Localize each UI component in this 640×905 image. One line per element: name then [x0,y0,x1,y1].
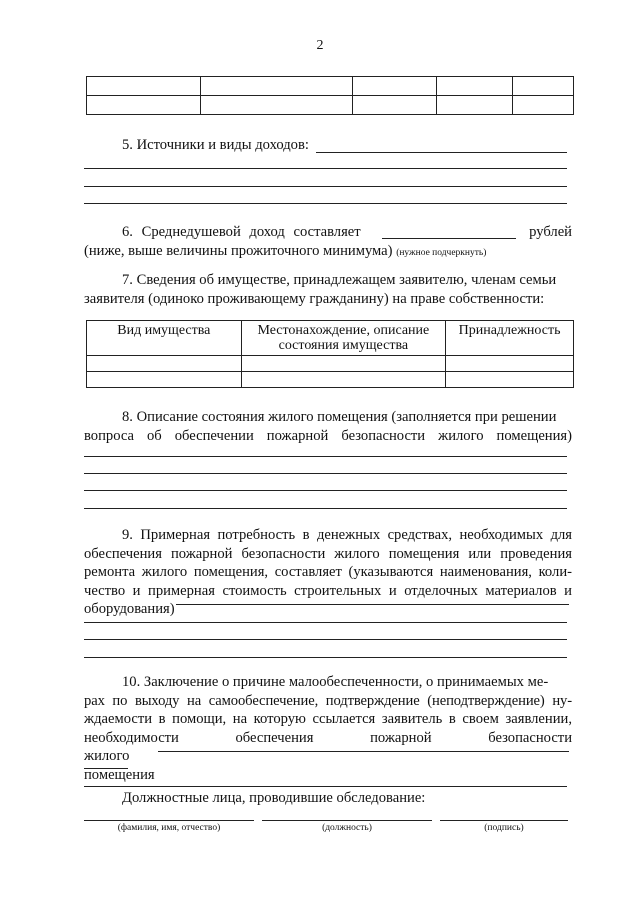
section-10-line5: помещения [84,766,155,783]
section-6 [84,223,572,262]
table-row [87,372,574,388]
column-header: Принадлежность [446,321,574,356]
table-cell[interactable] [87,372,242,388]
section-9-line1: 9. Примерная потребность в денежных средствах, необходимых для [122,527,572,543]
income-line[interactable] [84,186,567,187]
conclusion-line-short[interactable] [84,768,128,769]
table-cell[interactable] [446,372,574,388]
section-10-line2: рах по выходу на самообеспечение, подтверждение (неподтверждение) ну- [84,692,572,709]
section-10 [84,673,572,784]
underline-note: (нужное подчеркнуть) [396,247,487,258]
caption-position: (должность) [322,823,372,833]
dwelling-line[interactable] [84,456,567,457]
table-row [87,77,574,96]
section-9-line2: обеспечения пожарной безопасности жилого помещения или проведения [84,545,572,562]
section-10-line4: необходимости обеспечения пожарной безопасности жилого [84,729,572,764]
table-header-row [87,321,574,356]
table-row [87,356,574,372]
column-header: Вид имущества [87,321,242,356]
table-cell[interactable] [201,96,353,115]
section-9-line4: чество и примерная стоимость строительных и отделочных материалов и [84,582,572,599]
table-cell[interactable] [437,96,513,115]
income-line[interactable] [84,168,567,169]
table-cell[interactable] [241,372,445,388]
table-cell[interactable] [87,96,201,115]
dwelling-line[interactable] [84,473,567,474]
conclusion-line[interactable] [84,786,567,787]
section-10-line3: ждаемости в помощи, на которую ссылается заявитель в своем заявлении, [84,711,572,727]
table-cell[interactable] [513,96,574,115]
table-cell[interactable] [87,77,201,96]
section-8-line1: 8. Описание состояния жилого помещения (заполняется при решении [122,409,557,425]
funds-line[interactable] [84,657,567,658]
caption-name: (фамилия, имя, отчество) [117,823,221,833]
officials-label: Должностные лица, проводившие обследование: [122,790,426,806]
table-cell[interactable] [513,77,574,96]
funds-line[interactable] [84,639,567,640]
table-cell[interactable] [87,356,242,372]
conclusion-line-inline[interactable] [158,751,569,752]
page-number: 2 [316,38,324,53]
name-signature-line[interactable] [84,820,254,821]
section-10-line1: 10. Заключение о причине малообеспеченности, о принимаемых ме- [122,674,549,690]
section-8-line2: вопроса об обеспечении пожарной безопасности жилого помещения) [84,427,572,444]
section-9-line3: ремонта жилого помещения, составляет (указываются наименования, коли- [84,564,572,580]
table-cell[interactable] [352,77,436,96]
dwelling-line[interactable] [84,490,567,491]
table-cell[interactable] [446,356,574,372]
section-5-label: 5. Источники и виды доходов: [122,137,309,153]
funds-line[interactable] [84,622,567,623]
section-6-line2: (ниже, выше величины прожиточного минимума) [84,242,393,259]
table-cell[interactable] [241,356,445,372]
section-7 [84,271,572,308]
section-6-prefix: 6. Среднедушевой доход составляет [122,224,361,240]
dwelling-line[interactable] [84,508,567,509]
table-cell[interactable] [352,96,436,115]
position-signature-line[interactable] [262,820,432,821]
table-cell[interactable] [437,77,513,96]
caption-signature: (подпись) [484,823,524,833]
section-7-line2: заявителя (одиноко проживающему гражданину) на праве собственности: [84,290,545,307]
funds-line-inline[interactable] [176,604,569,605]
signature-line[interactable] [440,820,568,821]
column-header: Местонахождение, описание состояния имущества [241,321,445,356]
income-line[interactable] [84,203,567,204]
section-6-suffix: рублей [529,224,572,240]
continued-table [86,76,574,115]
section-8 [84,408,572,445]
income-line-inline[interactable] [316,152,567,153]
section-7-line1: 7. Сведения об имуществе, принадлежащем заявителю, членам семьи [122,272,557,288]
table-cell[interactable] [201,77,353,96]
section-9-line5: оборудования) [84,601,175,617]
table-row [87,96,574,115]
property-table [86,320,574,388]
average-income-field[interactable] [382,224,516,239]
